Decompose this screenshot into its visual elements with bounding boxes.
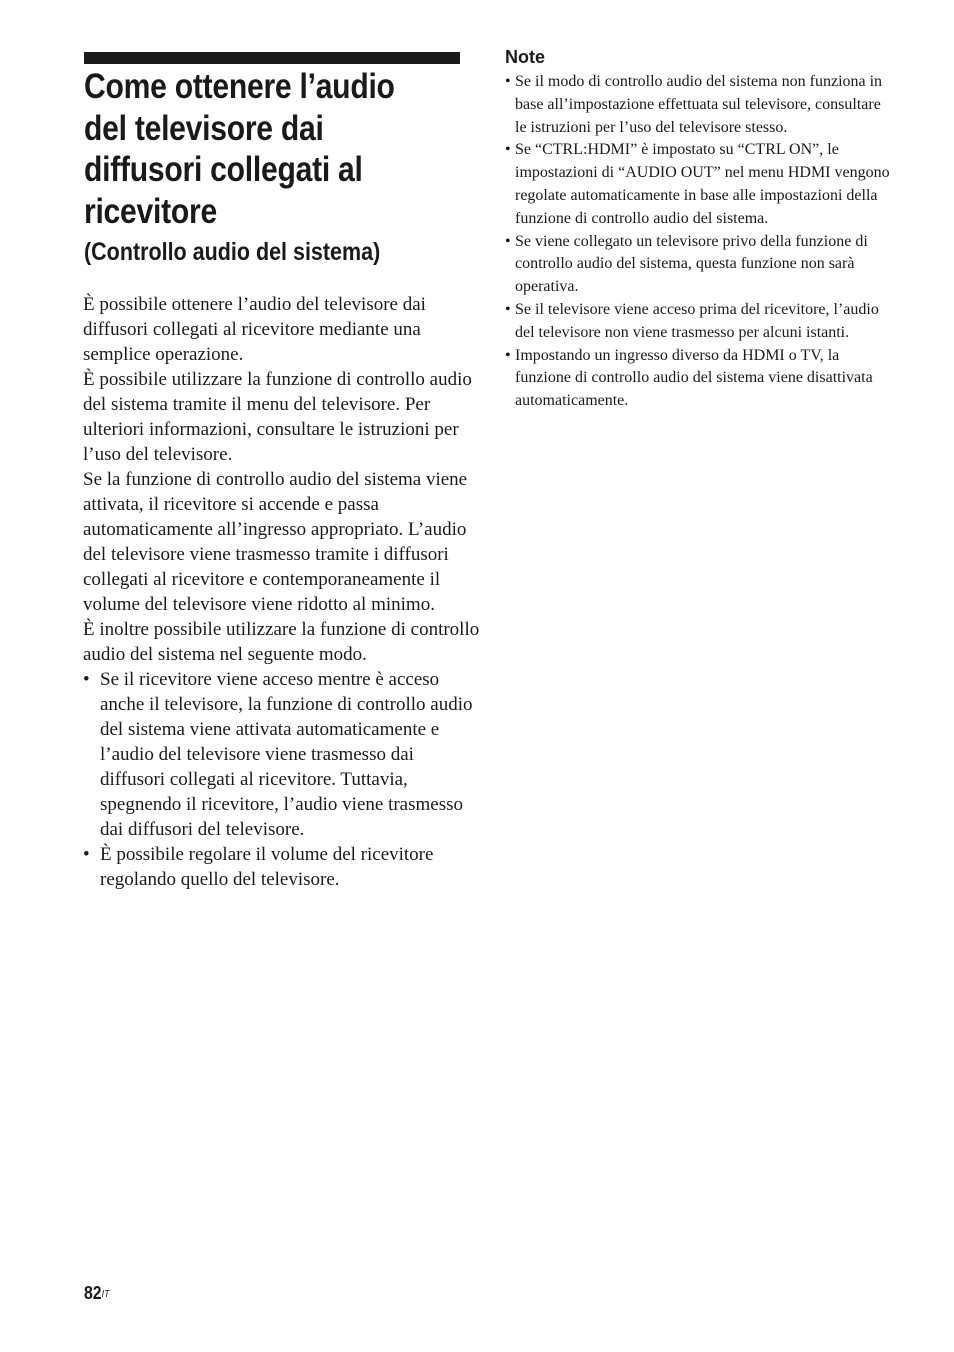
note-text: Se il televisore viene acceso prima del ricevitore, l’audio del televisore non viene trasmesso per alcuni istanti.	[515, 300, 879, 341]
bullet-icon: •	[505, 73, 511, 90]
note-text: Impostando un ingresso diverso da HDMI o TV, la funzione di controllo audio del sistema viene disattivata automaticamente.	[515, 346, 873, 410]
feature-list	[83, 667, 483, 892]
list-item-text: È possibile regolare il volume del ricevitore regolando quello del televisore.	[100, 844, 434, 890]
language-code: IT	[101, 1289, 110, 1300]
page-title: Come ottenere l’audio del televisore dai diffusori collegati al ricevitore	[84, 67, 395, 231]
page-subtitle: (Controllo audio del sistema)	[84, 238, 381, 266]
main-text-column	[83, 292, 483, 892]
note-item	[505, 299, 895, 345]
note-item	[505, 71, 895, 139]
list-item-text: Se il ricevitore viene acceso mentre è acceso anche il televisore, la funzione di controllo audio del sistema viene attivata automaticamente e l’audio del televisore viene trasmesso dai diffusori collegati al ricevitore. Tuttavia, spegnendo il ricevitore, l’audio viene trasmesso dai diffusori del televisore.	[100, 669, 473, 840]
note-item	[505, 345, 895, 413]
note-text: Se “CTRL:HDMI” è impostato su “CTRL ON”, le impostazioni di “AUDIO OUT” nel menu HDMI vengono regolate automaticamente in base alle impostazioni della funzione di controllo audio del sistema.	[515, 141, 890, 227]
body-paragraph: È possibile ottenere l’audio del televisore dai diffusori collegati al ricevitore mediante una semplice operazione.	[83, 294, 426, 365]
bullet-icon: •	[83, 669, 90, 690]
bullet-icon: •	[505, 232, 511, 250]
body-paragraph: È inoltre possibile utilizzare la funzione di controllo audio del sistema nel seguente modo.	[83, 619, 480, 665]
notes-list	[505, 71, 895, 413]
note-item	[505, 231, 895, 299]
page-number	[84, 1281, 109, 1305]
body-paragraph: Se la funzione di controllo audio del sistema viene attivata, il ricevitore si accende e passa automaticamente all’ingresso appropriato. L’audio del televisore viene trasmesso tramite i diffusori collegati al ricevitore e contemporaneamente il volume del televisore viene ridotto al minimo.	[83, 469, 468, 615]
list-item	[83, 667, 483, 842]
note-item	[505, 139, 895, 230]
notes-section	[505, 44, 895, 413]
list-item	[83, 842, 483, 892]
bullet-icon: •	[505, 141, 511, 159]
page-number-value: 82	[84, 1283, 102, 1303]
bullet-icon: •	[505, 300, 511, 318]
heading-rule	[84, 52, 460, 64]
body-paragraph: È possibile utilizzare la funzione di controllo audio del sistema tramite il menu del televisore. Per ulteriori informazioni, consultare le istruzioni per l’uso del televisore.	[83, 369, 472, 465]
bullet-icon: •	[83, 844, 90, 865]
note-text: Se il modo di controllo audio del sistema non funziona in base all’impostazione effettuata sul televisore, consultare le istruzioni per l’uso del televisore stesso.	[515, 73, 883, 136]
note-text: Se viene collegato un televisore privo della funzione di controllo audio del sistema, questa funzione non sarà operativa.	[515, 232, 868, 296]
bullet-icon: •	[505, 346, 511, 364]
notes-heading: Note	[505, 47, 545, 67]
